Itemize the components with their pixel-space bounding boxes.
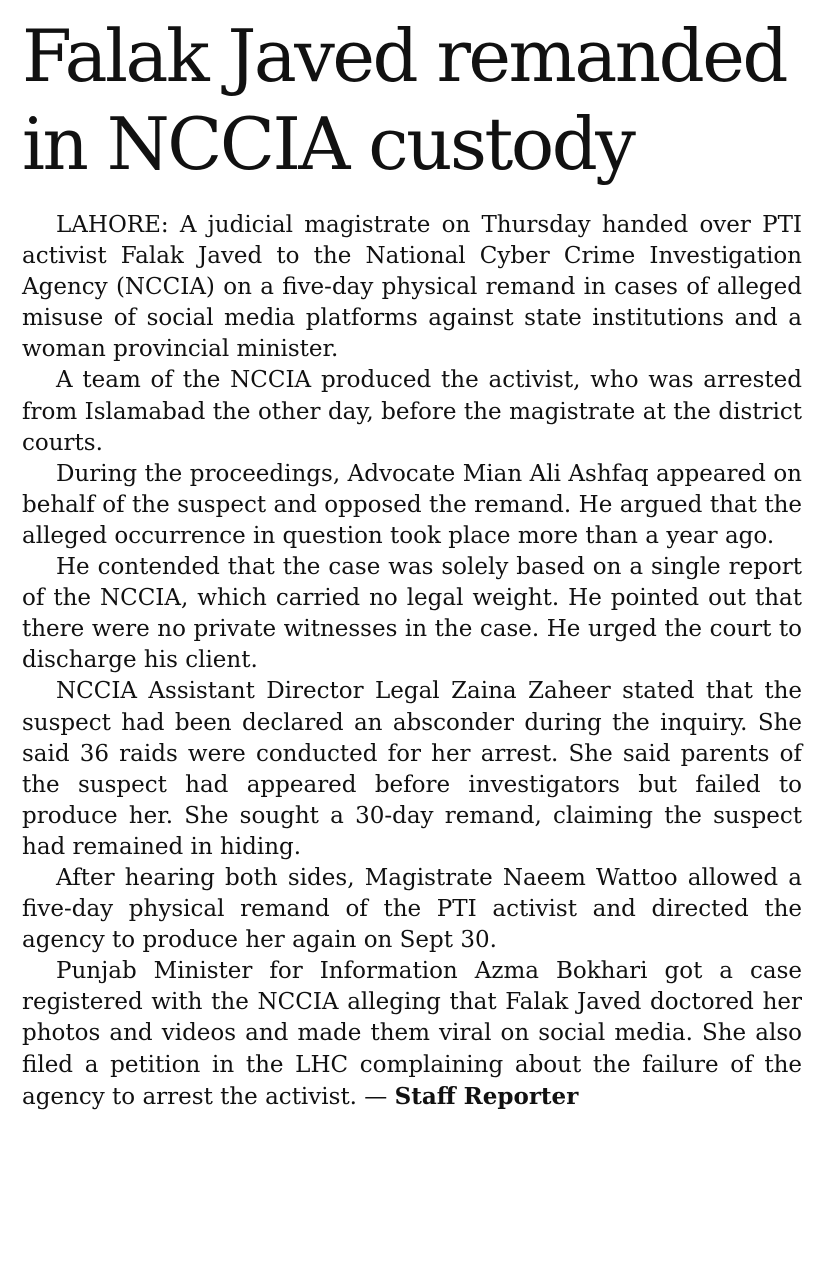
article-body bbox=[22, 210, 802, 1113]
article-paragraph-last bbox=[22, 956, 802, 1112]
news-article bbox=[22, 12, 802, 1113]
byline: Staff Reporter bbox=[394, 1082, 579, 1110]
article-paragraph: He contended that the case was solely based on a single report of the NCCIA, which carried no legal weight. He pointed out that there were no private witnesses in the case. He urged the court to discharge his client. bbox=[22, 554, 802, 674]
article-paragraph: After hearing both sides, Magistrate Naeem Wattoo allowed a five-day physical remand of the PTI activist and directed the agency to produce her again on Sept 30. bbox=[22, 864, 802, 954]
article-paragraph: NCCIA Assistant Director Legal Zaina Zaheer stated that the suspect had been declared an absconder during the inquiry. She said 36 raids were conducted for her arrest. She said parents of the suspect had appeared before investigators but failed to produce her. She sought a 30-day remand, claiming the suspect had remained in hiding. bbox=[22, 678, 802, 860]
byline-dash: — bbox=[357, 1083, 388, 1110]
article-paragraph-text: Punjab Minister for Information Azma Bokhari got a case registered with the NCCIA alleging that Falak Javed doctored her photos and videos and made them viral on social media. She also filed a petition in the LHC complaining about the failure of the agency to arrest the activist. bbox=[22, 958, 802, 1110]
article-paragraph: During the proceedings, Advocate Mian Ali Ashfaq appeared on behalf of the suspect and opposed the remand. He argued that the alleged occurrence in question took place more than a year ago. bbox=[22, 460, 802, 549]
article-headline: Falak Javed remanded in NCCIA custody bbox=[22, 14, 786, 186]
article-paragraph: A team of the NCCIA produced the activist, who was arrested from Islamabad the other day, before the magistrate at the district courts. bbox=[22, 367, 802, 456]
article-paragraph: LAHORE: A judicial magistrate on Thursday handed over PTI activist Falak Javed to the National Cyber Crime Investigation Agency (NCCIA) on a five-day physical remand in cases of alleged misuse of social media platforms against state institutions and a woman provincial minister. bbox=[22, 212, 802, 363]
